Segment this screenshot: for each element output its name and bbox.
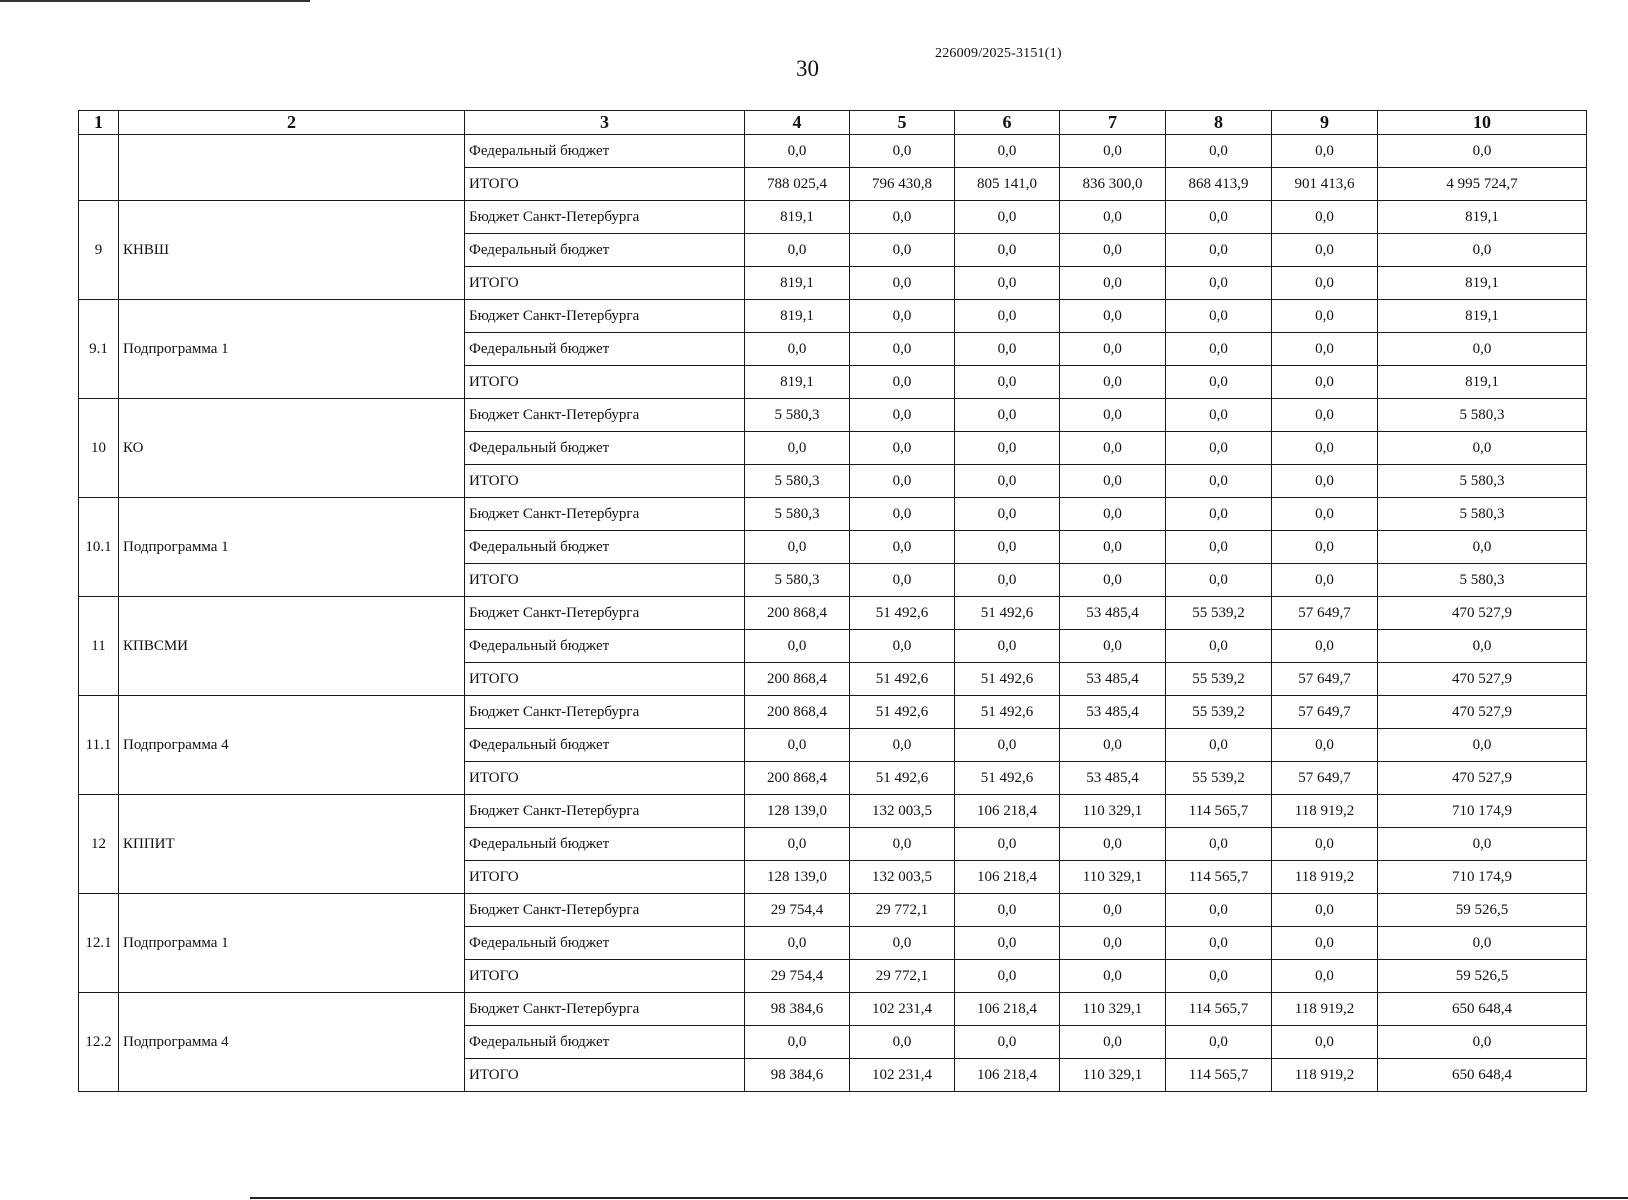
value-cell-col-8: 0,0 <box>1166 828 1272 861</box>
value-cell-col-5: 29 772,1 <box>850 894 955 927</box>
value-cell-col-5: 0,0 <box>850 201 955 234</box>
row-name-cell: Подпрограмма 4 <box>119 993 465 1092</box>
row-number-cell: 11.1 <box>79 696 119 795</box>
value-cell-col-7: 0,0 <box>1060 894 1166 927</box>
value-cell-col-8: 0,0 <box>1166 729 1272 762</box>
value-cell-col-10: 5 580,3 <box>1378 399 1587 432</box>
value-cell-col-5: 0,0 <box>850 498 955 531</box>
value-cell-col-4: 819,1 <box>745 300 850 333</box>
funding-source-cell: Федеральный бюджет <box>465 234 745 267</box>
value-cell-col-6: 106 218,4 <box>955 1059 1060 1092</box>
value-cell-col-6: 106 218,4 <box>955 861 1060 894</box>
funding-source-cell: Бюджет Санкт-Петербурга <box>465 201 745 234</box>
table-row <box>79 399 1587 432</box>
value-cell-col-9: 57 649,7 <box>1272 597 1378 630</box>
row-number-cell: 11 <box>79 597 119 696</box>
row-name-cell: Подпрограмма 1 <box>119 300 465 399</box>
value-cell-col-6: 0,0 <box>955 927 1060 960</box>
value-cell-col-6: 0,0 <box>955 498 1060 531</box>
value-cell-col-4: 0,0 <box>745 333 850 366</box>
value-cell-col-8: 114 565,7 <box>1166 795 1272 828</box>
funding-source-cell: Федеральный бюджет <box>465 333 745 366</box>
value-cell-col-6: 805 141,0 <box>955 168 1060 201</box>
funding-source-cell: ИТОГО <box>465 267 745 300</box>
value-cell-col-5: 0,0 <box>850 267 955 300</box>
value-cell-col-9: 57 649,7 <box>1272 762 1378 795</box>
row-number-cell: 10.1 <box>79 498 119 597</box>
value-cell-col-8: 0,0 <box>1166 135 1272 168</box>
value-cell-col-5: 0,0 <box>850 828 955 861</box>
value-cell-col-4: 0,0 <box>745 729 850 762</box>
value-cell-col-8: 0,0 <box>1166 894 1272 927</box>
value-cell-col-10: 0,0 <box>1378 432 1587 465</box>
value-cell-col-9: 0,0 <box>1272 300 1378 333</box>
value-cell-col-10: 0,0 <box>1378 630 1587 663</box>
value-cell-col-6: 0,0 <box>955 135 1060 168</box>
value-cell-col-4: 5 580,3 <box>745 564 850 597</box>
value-cell-col-4: 0,0 <box>745 828 850 861</box>
value-cell-col-10: 470 527,9 <box>1378 696 1587 729</box>
value-cell-col-6: 0,0 <box>955 630 1060 663</box>
funding-source-cell: ИТОГО <box>465 762 745 795</box>
column-header-10: 10 <box>1378 111 1587 135</box>
value-cell-col-10: 5 580,3 <box>1378 465 1587 498</box>
value-cell-col-6: 0,0 <box>955 564 1060 597</box>
row-name-cell: Подпрограмма 1 <box>119 498 465 597</box>
value-cell-col-9: 0,0 <box>1272 1026 1378 1059</box>
value-cell-col-10: 4 995 724,7 <box>1378 168 1587 201</box>
column-header-2: 2 <box>119 111 465 135</box>
value-cell-col-8: 114 565,7 <box>1166 861 1272 894</box>
value-cell-col-10: 650 648,4 <box>1378 1059 1587 1092</box>
table-row <box>79 201 1587 234</box>
value-cell-col-8: 0,0 <box>1166 201 1272 234</box>
value-cell-col-5: 0,0 <box>850 399 955 432</box>
value-cell-col-9: 0,0 <box>1272 531 1378 564</box>
value-cell-col-7: 110 329,1 <box>1060 1059 1166 1092</box>
funding-source-cell: ИТОГО <box>465 861 745 894</box>
value-cell-col-9: 0,0 <box>1272 135 1378 168</box>
value-cell-col-8: 0,0 <box>1166 564 1272 597</box>
value-cell-col-9: 0,0 <box>1272 267 1378 300</box>
funding-source-cell: Бюджет Санкт-Петербурга <box>465 597 745 630</box>
row-number-cell: 9.1 <box>79 300 119 399</box>
value-cell-col-10: 0,0 <box>1378 927 1587 960</box>
value-cell-col-4: 98 384,6 <box>745 993 850 1026</box>
value-cell-col-9: 0,0 <box>1272 564 1378 597</box>
table-row <box>79 795 1587 828</box>
value-cell-col-7: 0,0 <box>1060 399 1166 432</box>
value-cell-col-9: 0,0 <box>1272 234 1378 267</box>
value-cell-col-7: 110 329,1 <box>1060 795 1166 828</box>
value-cell-col-6: 0,0 <box>955 894 1060 927</box>
value-cell-col-6: 0,0 <box>955 399 1060 432</box>
value-cell-col-8: 0,0 <box>1166 399 1272 432</box>
table-header <box>79 111 1587 135</box>
value-cell-col-8: 55 539,2 <box>1166 597 1272 630</box>
page-number: 30 <box>796 56 819 81</box>
value-cell-col-10: 5 580,3 <box>1378 498 1587 531</box>
value-cell-col-5: 29 772,1 <box>850 960 955 993</box>
value-cell-col-6: 0,0 <box>955 432 1060 465</box>
funding-source-cell: Федеральный бюджет <box>465 135 745 168</box>
value-cell-col-10: 819,1 <box>1378 267 1587 300</box>
value-cell-col-10: 5 580,3 <box>1378 564 1587 597</box>
value-cell-col-7: 0,0 <box>1060 201 1166 234</box>
value-cell-col-4: 0,0 <box>745 432 850 465</box>
value-cell-col-4: 0,0 <box>745 234 850 267</box>
value-cell-col-7: 0,0 <box>1060 498 1166 531</box>
budget-table <box>78 110 1587 1092</box>
value-cell-col-8: 0,0 <box>1166 927 1272 960</box>
funding-source-cell: ИТОГО <box>465 1059 745 1092</box>
value-cell-col-4: 5 580,3 <box>745 399 850 432</box>
value-cell-col-7: 53 485,4 <box>1060 597 1166 630</box>
funding-source-cell: Федеральный бюджет <box>465 927 745 960</box>
value-cell-col-6: 51 492,6 <box>955 762 1060 795</box>
row-name-cell: КНВШ <box>119 201 465 300</box>
table-row <box>79 597 1587 630</box>
value-cell-col-5: 0,0 <box>850 564 955 597</box>
value-cell-col-6: 0,0 <box>955 828 1060 861</box>
value-cell-col-10: 819,1 <box>1378 201 1587 234</box>
value-cell-col-8: 0,0 <box>1166 234 1272 267</box>
column-header-5: 5 <box>850 111 955 135</box>
value-cell-col-10: 470 527,9 <box>1378 663 1587 696</box>
value-cell-col-8: 0,0 <box>1166 531 1272 564</box>
table-row <box>79 300 1587 333</box>
registration-number: 226009/2025-3151(1) <box>935 46 1062 61</box>
value-cell-col-6: 0,0 <box>955 333 1060 366</box>
row-number-cell: 10 <box>79 399 119 498</box>
value-cell-col-4: 128 139,0 <box>745 795 850 828</box>
value-cell-col-9: 118 919,2 <box>1272 861 1378 894</box>
row-name-cell: КППИТ <box>119 795 465 894</box>
value-cell-col-6: 0,0 <box>955 1026 1060 1059</box>
value-cell-col-4: 200 868,4 <box>745 663 850 696</box>
value-cell-col-10: 710 174,9 <box>1378 795 1587 828</box>
value-cell-col-8: 0,0 <box>1166 366 1272 399</box>
row-name-cell: Подпрограмма 1 <box>119 894 465 993</box>
value-cell-col-7: 0,0 <box>1060 828 1166 861</box>
value-cell-col-5: 51 492,6 <box>850 696 955 729</box>
value-cell-col-4: 0,0 <box>745 531 850 564</box>
value-cell-col-9: 0,0 <box>1272 894 1378 927</box>
funding-source-cell: ИТОГО <box>465 960 745 993</box>
value-cell-col-4: 29 754,4 <box>745 960 850 993</box>
value-cell-col-7: 110 329,1 <box>1060 993 1166 1026</box>
value-cell-col-4: 819,1 <box>745 267 850 300</box>
value-cell-col-9: 0,0 <box>1272 465 1378 498</box>
value-cell-col-8: 114 565,7 <box>1166 993 1272 1026</box>
row-name-cell: Подпрограмма 4 <box>119 696 465 795</box>
value-cell-col-4: 0,0 <box>745 135 850 168</box>
funding-source-cell: Федеральный бюджет <box>465 828 745 861</box>
value-cell-col-10: 0,0 <box>1378 234 1587 267</box>
value-cell-col-7: 0,0 <box>1060 630 1166 663</box>
value-cell-col-5: 0,0 <box>850 234 955 267</box>
row-number-cell: 12.2 <box>79 993 119 1092</box>
value-cell-col-5: 0,0 <box>850 531 955 564</box>
funding-source-cell: Федеральный бюджет <box>465 630 745 663</box>
value-cell-col-4: 0,0 <box>745 1026 850 1059</box>
table-row <box>79 696 1587 729</box>
funding-source-cell: Бюджет Санкт-Петербурга <box>465 399 745 432</box>
value-cell-col-4: 819,1 <box>745 201 850 234</box>
value-cell-col-6: 0,0 <box>955 300 1060 333</box>
value-cell-col-5: 0,0 <box>850 1026 955 1059</box>
value-cell-col-7: 0,0 <box>1060 432 1166 465</box>
value-cell-col-10: 59 526,5 <box>1378 894 1587 927</box>
funding-source-cell: Федеральный бюджет <box>465 729 745 762</box>
table-row <box>79 498 1587 531</box>
value-cell-col-7: 0,0 <box>1060 465 1166 498</box>
value-cell-col-10: 0,0 <box>1378 531 1587 564</box>
value-cell-col-6: 0,0 <box>955 729 1060 762</box>
value-cell-col-5: 0,0 <box>850 135 955 168</box>
funding-source-cell: ИТОГО <box>465 663 745 696</box>
funding-source-cell: ИТОГО <box>465 366 745 399</box>
value-cell-col-6: 0,0 <box>955 960 1060 993</box>
value-cell-col-10: 819,1 <box>1378 300 1587 333</box>
row-number-cell: 9 <box>79 201 119 300</box>
funding-source-cell: Бюджет Санкт-Петербурга <box>465 498 745 531</box>
value-cell-col-8: 0,0 <box>1166 630 1272 663</box>
column-header-6: 6 <box>955 111 1060 135</box>
value-cell-col-7: 0,0 <box>1060 531 1166 564</box>
value-cell-col-9: 0,0 <box>1272 366 1378 399</box>
value-cell-col-4: 29 754,4 <box>745 894 850 927</box>
value-cell-col-9: 0,0 <box>1272 729 1378 762</box>
value-cell-col-6: 51 492,6 <box>955 597 1060 630</box>
value-cell-col-6: 0,0 <box>955 234 1060 267</box>
funding-source-cell: Федеральный бюджет <box>465 432 745 465</box>
value-cell-col-4: 819,1 <box>745 366 850 399</box>
row-number-cell: 12 <box>79 795 119 894</box>
value-cell-col-4: 128 139,0 <box>745 861 850 894</box>
value-cell-col-5: 0,0 <box>850 333 955 366</box>
value-cell-col-7: 0,0 <box>1060 729 1166 762</box>
row-name-cell: КПВСМИ <box>119 597 465 696</box>
funding-source-cell: ИТОГО <box>465 564 745 597</box>
value-cell-col-4: 0,0 <box>745 630 850 663</box>
value-cell-col-5: 102 231,4 <box>850 1059 955 1092</box>
value-cell-col-9: 0,0 <box>1272 399 1378 432</box>
funding-source-cell: Бюджет Санкт-Петербурга <box>465 300 745 333</box>
column-header-3: 3 <box>465 111 745 135</box>
value-cell-col-10: 0,0 <box>1378 1026 1587 1059</box>
value-cell-col-8: 0,0 <box>1166 300 1272 333</box>
value-cell-col-10: 59 526,5 <box>1378 960 1587 993</box>
value-cell-col-8: 0,0 <box>1166 498 1272 531</box>
value-cell-col-5: 132 003,5 <box>850 795 955 828</box>
value-cell-col-7: 0,0 <box>1060 1026 1166 1059</box>
value-cell-col-9: 0,0 <box>1272 927 1378 960</box>
table-row <box>79 135 1587 168</box>
value-cell-col-6: 51 492,6 <box>955 663 1060 696</box>
value-cell-col-7: 0,0 <box>1060 267 1166 300</box>
value-cell-col-5: 0,0 <box>850 630 955 663</box>
column-header-8: 8 <box>1166 111 1272 135</box>
value-cell-col-9: 118 919,2 <box>1272 993 1378 1026</box>
value-cell-col-8: 0,0 <box>1166 960 1272 993</box>
value-cell-col-9: 0,0 <box>1272 498 1378 531</box>
value-cell-col-4: 98 384,6 <box>745 1059 850 1092</box>
funding-source-cell: Бюджет Санкт-Петербурга <box>465 696 745 729</box>
value-cell-col-6: 0,0 <box>955 267 1060 300</box>
value-cell-col-9: 57 649,7 <box>1272 663 1378 696</box>
column-header-4: 4 <box>745 111 850 135</box>
value-cell-col-5: 102 231,4 <box>850 993 955 1026</box>
funding-source-cell: Федеральный бюджет <box>465 531 745 564</box>
value-cell-col-5: 0,0 <box>850 927 955 960</box>
value-cell-col-8: 0,0 <box>1166 267 1272 300</box>
value-cell-col-5: 51 492,6 <box>850 762 955 795</box>
value-cell-col-6: 0,0 <box>955 201 1060 234</box>
value-cell-col-7: 53 485,4 <box>1060 762 1166 795</box>
row-number-cell: 12.1 <box>79 894 119 993</box>
value-cell-col-7: 0,0 <box>1060 300 1166 333</box>
value-cell-col-9: 0,0 <box>1272 828 1378 861</box>
table-row <box>79 993 1587 1026</box>
value-cell-col-7: 0,0 <box>1060 366 1166 399</box>
value-cell-col-8: 868 413,9 <box>1166 168 1272 201</box>
value-cell-col-9: 118 919,2 <box>1272 795 1378 828</box>
funding-source-cell: ИТОГО <box>465 168 745 201</box>
value-cell-col-7: 836 300,0 <box>1060 168 1166 201</box>
value-cell-col-10: 650 648,4 <box>1378 993 1587 1026</box>
value-cell-col-9: 57 649,7 <box>1272 696 1378 729</box>
value-cell-col-8: 0,0 <box>1166 465 1272 498</box>
value-cell-col-5: 51 492,6 <box>850 597 955 630</box>
funding-source-cell: Бюджет Санкт-Петербурга <box>465 795 745 828</box>
value-cell-col-10: 0,0 <box>1378 333 1587 366</box>
funding-source-cell: Бюджет Санкт-Петербурга <box>465 993 745 1026</box>
value-cell-col-7: 0,0 <box>1060 927 1166 960</box>
column-header-9: 9 <box>1272 111 1378 135</box>
value-cell-col-4: 0,0 <box>745 927 850 960</box>
value-cell-col-7: 53 485,4 <box>1060 696 1166 729</box>
value-cell-col-5: 0,0 <box>850 729 955 762</box>
value-cell-col-8: 55 539,2 <box>1166 696 1272 729</box>
value-cell-col-5: 796 430,8 <box>850 168 955 201</box>
row-number-cell <box>79 135 119 201</box>
value-cell-col-8: 55 539,2 <box>1166 762 1272 795</box>
value-cell-col-10: 0,0 <box>1378 828 1587 861</box>
bottom-edge-rule <box>250 1197 1628 1199</box>
value-cell-col-7: 0,0 <box>1060 135 1166 168</box>
value-cell-col-5: 132 003,5 <box>850 861 955 894</box>
value-cell-col-8: 0,0 <box>1166 333 1272 366</box>
value-cell-col-8: 55 539,2 <box>1166 663 1272 696</box>
top-edge-rule <box>0 0 310 2</box>
value-cell-col-9: 0,0 <box>1272 333 1378 366</box>
funding-source-cell: ИТОГО <box>465 465 745 498</box>
value-cell-col-10: 710 174,9 <box>1378 861 1587 894</box>
column-number-row <box>79 111 1587 135</box>
value-cell-col-10: 0,0 <box>1378 729 1587 762</box>
value-cell-col-9: 0,0 <box>1272 960 1378 993</box>
value-cell-col-8: 0,0 <box>1166 432 1272 465</box>
value-cell-col-7: 0,0 <box>1060 333 1166 366</box>
value-cell-col-9: 0,0 <box>1272 201 1378 234</box>
value-cell-col-5: 0,0 <box>850 366 955 399</box>
value-cell-col-9: 118 919,2 <box>1272 1059 1378 1092</box>
value-cell-col-6: 0,0 <box>955 531 1060 564</box>
value-cell-col-7: 53 485,4 <box>1060 663 1166 696</box>
value-cell-col-9: 901 413,6 <box>1272 168 1378 201</box>
value-cell-col-4: 200 868,4 <box>745 762 850 795</box>
value-cell-col-10: 0,0 <box>1378 135 1587 168</box>
value-cell-col-7: 0,0 <box>1060 564 1166 597</box>
funding-source-cell: Бюджет Санкт-Петербурга <box>465 894 745 927</box>
value-cell-col-6: 106 218,4 <box>955 993 1060 1026</box>
value-cell-col-4: 5 580,3 <box>745 498 850 531</box>
value-cell-col-7: 0,0 <box>1060 960 1166 993</box>
value-cell-col-6: 51 492,6 <box>955 696 1060 729</box>
value-cell-col-6: 0,0 <box>955 465 1060 498</box>
value-cell-col-8: 114 565,7 <box>1166 1059 1272 1092</box>
value-cell-col-5: 0,0 <box>850 300 955 333</box>
value-cell-col-4: 5 580,3 <box>745 465 850 498</box>
value-cell-col-9: 0,0 <box>1272 630 1378 663</box>
value-cell-col-9: 0,0 <box>1272 432 1378 465</box>
value-cell-col-5: 0,0 <box>850 432 955 465</box>
value-cell-col-5: 0,0 <box>850 465 955 498</box>
value-cell-col-7: 0,0 <box>1060 234 1166 267</box>
value-cell-col-6: 0,0 <box>955 366 1060 399</box>
value-cell-col-4: 200 868,4 <box>745 597 850 630</box>
value-cell-col-8: 0,0 <box>1166 1026 1272 1059</box>
value-cell-col-10: 470 527,9 <box>1378 597 1587 630</box>
row-name-cell <box>119 135 465 201</box>
column-header-7: 7 <box>1060 111 1166 135</box>
table-row <box>79 894 1587 927</box>
value-cell-col-6: 106 218,4 <box>955 795 1060 828</box>
column-header-1: 1 <box>79 111 119 135</box>
value-cell-col-4: 788 025,4 <box>745 168 850 201</box>
value-cell-col-4: 200 868,4 <box>745 696 850 729</box>
table-body <box>79 135 1587 1092</box>
row-name-cell: КО <box>119 399 465 498</box>
value-cell-col-5: 51 492,6 <box>850 663 955 696</box>
funding-source-cell: Федеральный бюджет <box>465 1026 745 1059</box>
value-cell-col-7: 110 329,1 <box>1060 861 1166 894</box>
value-cell-col-10: 819,1 <box>1378 366 1587 399</box>
value-cell-col-10: 470 527,9 <box>1378 762 1587 795</box>
